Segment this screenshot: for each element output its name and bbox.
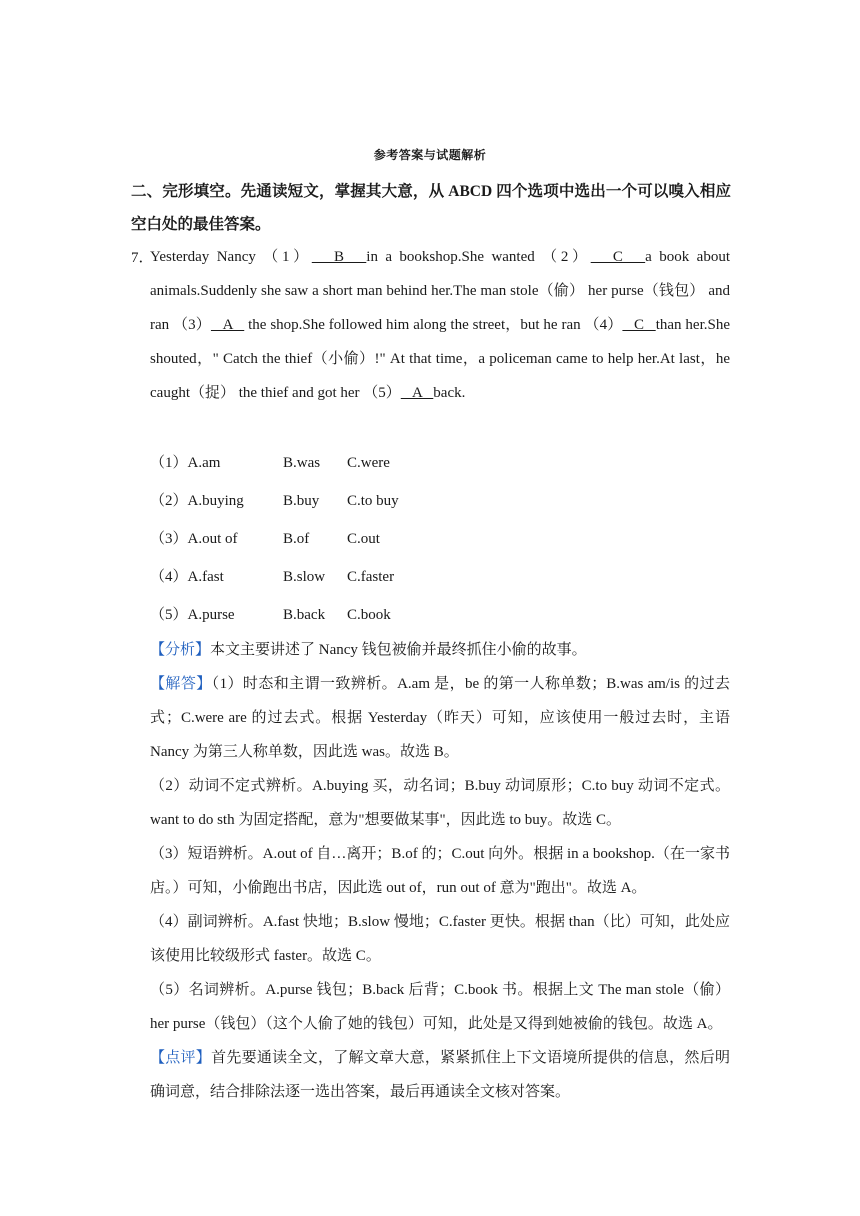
answer-item-5	[150, 973, 730, 1041]
comment-paragraph	[150, 1041, 730, 1109]
answer-text-4: （4）副词辨析。A.fast 快地；B.slow 慢地；C.faster 更快。根据 than（比）可知，此处应该使用比较级形式 faster。故选 C。	[150, 914, 730, 964]
option-c: C.to buy	[347, 493, 399, 509]
option-b: B.slow	[283, 569, 326, 585]
options-list	[150, 444, 550, 634]
option-b: B.of	[283, 531, 310, 547]
option-a: （4）A.fast	[150, 569, 224, 585]
analysis-text: 本文主要讲述了 Nancy 钱包被偷并最终抓住小偷的故事。	[210, 642, 587, 658]
option-a: （1）A.am	[150, 455, 221, 471]
option-row	[150, 482, 550, 520]
blank-answer-5: A	[400, 385, 434, 401]
passage-text-6: back.	[433, 385, 466, 401]
passage-text-1: Yesterday Nancy （1）	[150, 249, 312, 265]
question-number: 7．	[131, 250, 154, 266]
blank-answer-1: B	[311, 249, 367, 265]
answer-item-4	[150, 905, 730, 973]
passage-text-4: the shop.She followed him along the street，but he ran （4）	[244, 317, 623, 333]
section-heading: 二、完形填空。先通读短文，掌握其大意，从 ABCD 四个选项中选出一个可以嗅入相应空白处的最佳答案。	[131, 183, 731, 233]
analysis-paragraph	[150, 633, 730, 667]
answer-tag: 【解答】	[150, 676, 212, 692]
answer-item-2	[150, 769, 730, 837]
answer-text-1: （1）时态和主谓一致辨析。A.am 是，be 的第一人称单数；B.was am/is 的过去式；C.were are 的过去式。根据 Yesterday（昨天）可知，应该使用一般过去时，主语 Nancy 为第三人称单数，因此选 was。故选 B。	[150, 676, 730, 760]
answer-item-3	[150, 837, 730, 905]
cloze-passage	[150, 240, 730, 410]
answer-text-2: （2）动词不定式辨析。A.buying 买，动名词；B.buy 动词原形；C.to buy 动词不定式。want to do sth 为固定搭配，意为"想要做某事"，因此选 to buy。故选 C。	[150, 778, 730, 828]
comment-tag: 【点评】	[150, 1050, 212, 1066]
option-row	[150, 558, 550, 596]
passage-text-2: in a bookshop.She wanted （2）	[366, 249, 591, 265]
passage-text-3: a book about animals.Suddenly she saw a short man behind her.The man stole（偷） her purse（钱包） and ran （3）	[150, 249, 730, 333]
option-b: B.buy	[283, 493, 320, 509]
comment-text: 首先要通读全文，了解文章大意，紧紧抓住上下文语境所提供的信息，然后明确词意，结合排除法逐一选出答案，最后再通读全文核对答案。	[150, 1050, 730, 1100]
blank-answer-3: A	[210, 317, 245, 333]
answer-text-3: （3）短语辨析。A.out of 自…离开；B.of 的；C.out 向外。根据 in a bookshop.（在一家书店。）可知，小偷跑出书店，因此选 out of，run out of 意为"跑出"。故选 A。	[150, 846, 730, 896]
blank-answer-2: C	[590, 249, 646, 265]
option-a: （2）A.buying	[150, 493, 244, 509]
blank-answer-4: C	[622, 317, 656, 333]
option-b: B.was	[283, 455, 321, 471]
answer-text-5: （5）名词辨析。A.purse 钱包；B.back 后背；C.book 书。根据上文 The man stole（偷） her purse（钱包）（这个人偷了她的钱包）可知，此处是又得到她被偷的钱包。故选 A。	[150, 982, 730, 1032]
answer-item-1	[150, 667, 730, 769]
passage-text-5: than her.She shouted，" Catch the thief（小偷）!" At that time，a policeman came to help her.At last，he caught（捉） the thief and got her （5）	[150, 317, 730, 401]
analysis-tag: 【分析】	[150, 642, 211, 658]
option-a: （5）A.purse	[150, 607, 235, 623]
option-row	[150, 596, 550, 634]
option-c: C.book	[347, 607, 391, 623]
option-row	[150, 444, 550, 482]
page-title: 参考答案与试题解析	[373, 148, 487, 162]
option-c: C.were	[347, 455, 390, 471]
option-row	[150, 520, 550, 558]
option-c: C.out	[347, 531, 380, 547]
option-b: B.back	[283, 607, 326, 623]
option-a: （3）A.out of	[150, 531, 238, 547]
option-c: C.faster	[347, 569, 395, 585]
